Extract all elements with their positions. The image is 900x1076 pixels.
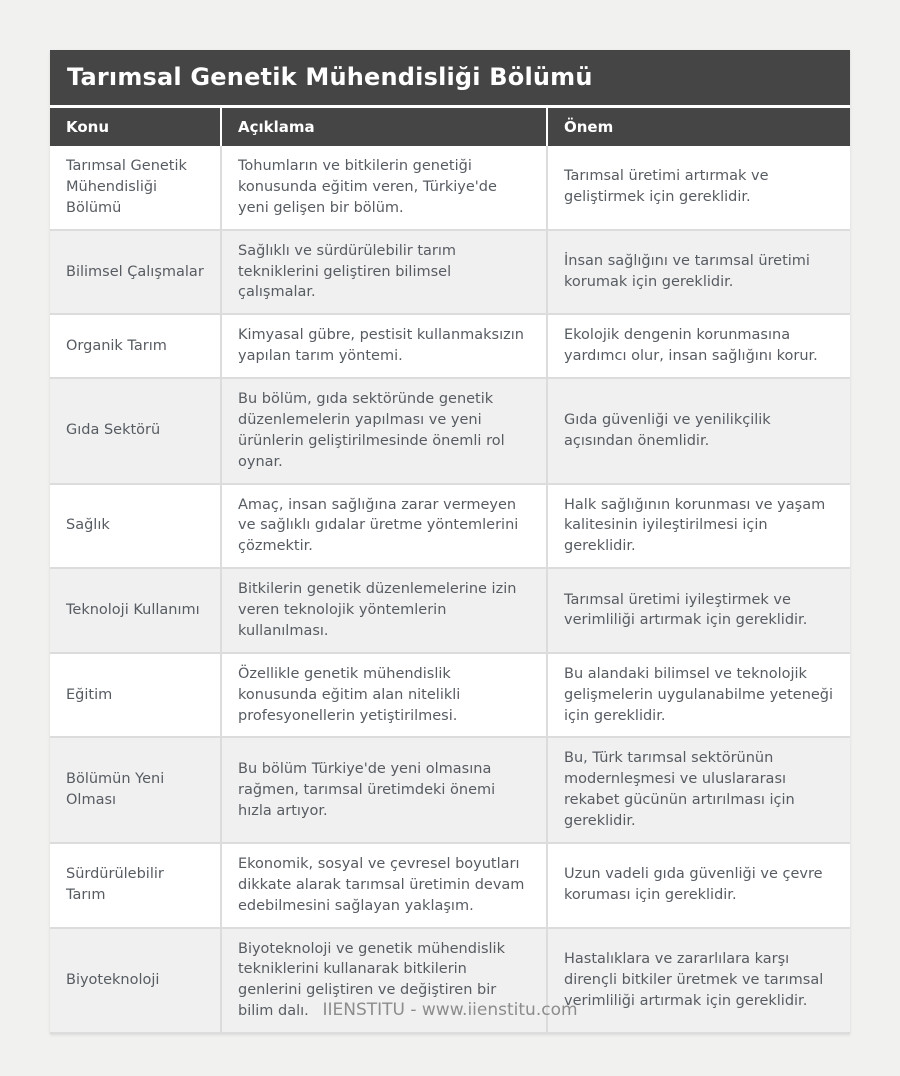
column-header-aciklama: Açıklama (222, 105, 548, 146)
cell-konu: Sürdürülebilir Tarım (50, 842, 222, 927)
table-row (50, 842, 850, 927)
cell-konu: Eğitim (50, 652, 222, 737)
table-row (50, 146, 850, 229)
page-title: Tarımsal Genetik Mühendisliği Bölümü (50, 50, 850, 105)
cell-onem: Hastalıklara ve zararlılara karşı dirençli bitkiler üretmek ve tarımsal verimliliği artırmak için gereklidir. (548, 927, 850, 1035)
cell-onem: Gıda güvenliği ve yenilikçilik açısından önemlidir. (548, 377, 850, 483)
cell-aciklama: Kimyasal gübre, pestisit kullanmaksızın yapılan tarım yöntemi. (222, 313, 548, 377)
cell-konu: Teknoloji Kullanımı (50, 567, 222, 652)
cell-konu: Bölümün Yeni Olması (50, 736, 222, 842)
cell-aciklama: Biyoteknoloji ve genetik mühendislik tekniklerini kullanarak bitkilerin genlerini geliştiren ve değiştiren bir bilim dalı. (222, 927, 548, 1035)
cell-konu: Sağlık (50, 483, 222, 568)
cell-onem: Tarımsal üretimi artırmak ve geliştirmek için gereklidir. (548, 146, 850, 229)
table-row (50, 377, 850, 483)
cell-aciklama: Ekonomik, sosyal ve çevresel boyutları dikkate alarak tarımsal üretimin devam edebilmesini sağlayan yaklaşım. (222, 842, 548, 927)
table-row (50, 313, 850, 377)
cell-onem: Halk sağlığının korunması ve yaşam kalitesinin iyileştirilmesi için gereklidir. (548, 483, 850, 568)
cell-konu: Tarımsal Genetik Mühendisliği Bölümü (50, 146, 222, 229)
cell-aciklama: Bu bölüm Türkiye'de yeni olmasına rağmen, tarımsal üretimdeki önemi hızla artıyor. (222, 736, 548, 842)
cell-onem: İnsan sağlığını ve tarımsal üretimi korumak için gereklidir. (548, 229, 850, 314)
table-row (50, 736, 850, 842)
cell-aciklama: Özellikle genetik mühendislik konusunda eğitim alan nitelikli profesyonellerin yetiştirilmesi. (222, 652, 548, 737)
cell-aciklama: Sağlıklı ve sürdürülebilir tarım tekniklerini geliştiren bilimsel çalışmalar. (222, 229, 548, 314)
table-row (50, 652, 850, 737)
cell-konu: Gıda Sektörü (50, 377, 222, 483)
table-row (50, 483, 850, 568)
table-header-row (50, 105, 850, 146)
cell-onem: Bu, Türk tarımsal sektörünün modernleşmesi ve uluslararası rekabet gücünün artırılması için gereklidir. (548, 736, 850, 842)
cell-aciklama: Amaç, insan sağlığına zarar vermeyen ve sağlıklı gıdalar üretme yöntemlerini çözmektir. (222, 483, 548, 568)
cell-onem: Ekolojik dengenin korunmasına yardımcı olur, insan sağlığını korur. (548, 313, 850, 377)
cell-aciklama: Tohumların ve bitkilerin genetiği konusunda eğitim veren, Türkiye'de yeni gelişen bir bölüm. (222, 146, 548, 229)
info-table (50, 105, 850, 1034)
table-card (50, 50, 850, 1034)
table-row (50, 229, 850, 314)
cell-onem: Uzun vadeli gıda güvenliği ve çevre koruması için gereklidir. (548, 842, 850, 927)
footer-text: IIENSTITU - www.iienstitu.com (322, 1000, 578, 1020)
cell-konu: Bilimsel Çalışmalar (50, 229, 222, 314)
cell-onem: Bu alandaki bilimsel ve teknolojik gelişmelerin uygulanabilme yeteneği için gereklidir. (548, 652, 850, 737)
cell-konu: Organik Tarım (50, 313, 222, 377)
cell-onem: Tarımsal üretimi iyileştirmek ve verimliliği artırmak için gereklidir. (548, 567, 850, 652)
table-row (50, 567, 850, 652)
cell-aciklama: Bitkilerin genetik düzenlemelerine izin veren teknolojik yöntemlerin kullanılması. (222, 567, 548, 652)
cell-konu: Biyoteknoloji (50, 927, 222, 1035)
column-header-konu: Konu (50, 105, 222, 146)
column-header-onem: Önem (548, 105, 850, 146)
cell-aciklama: Bu bölüm, gıda sektöründe genetik düzenlemelerin yapılması ve yeni ürünlerin geliştirilmesinde önemli rol oynar. (222, 377, 548, 483)
